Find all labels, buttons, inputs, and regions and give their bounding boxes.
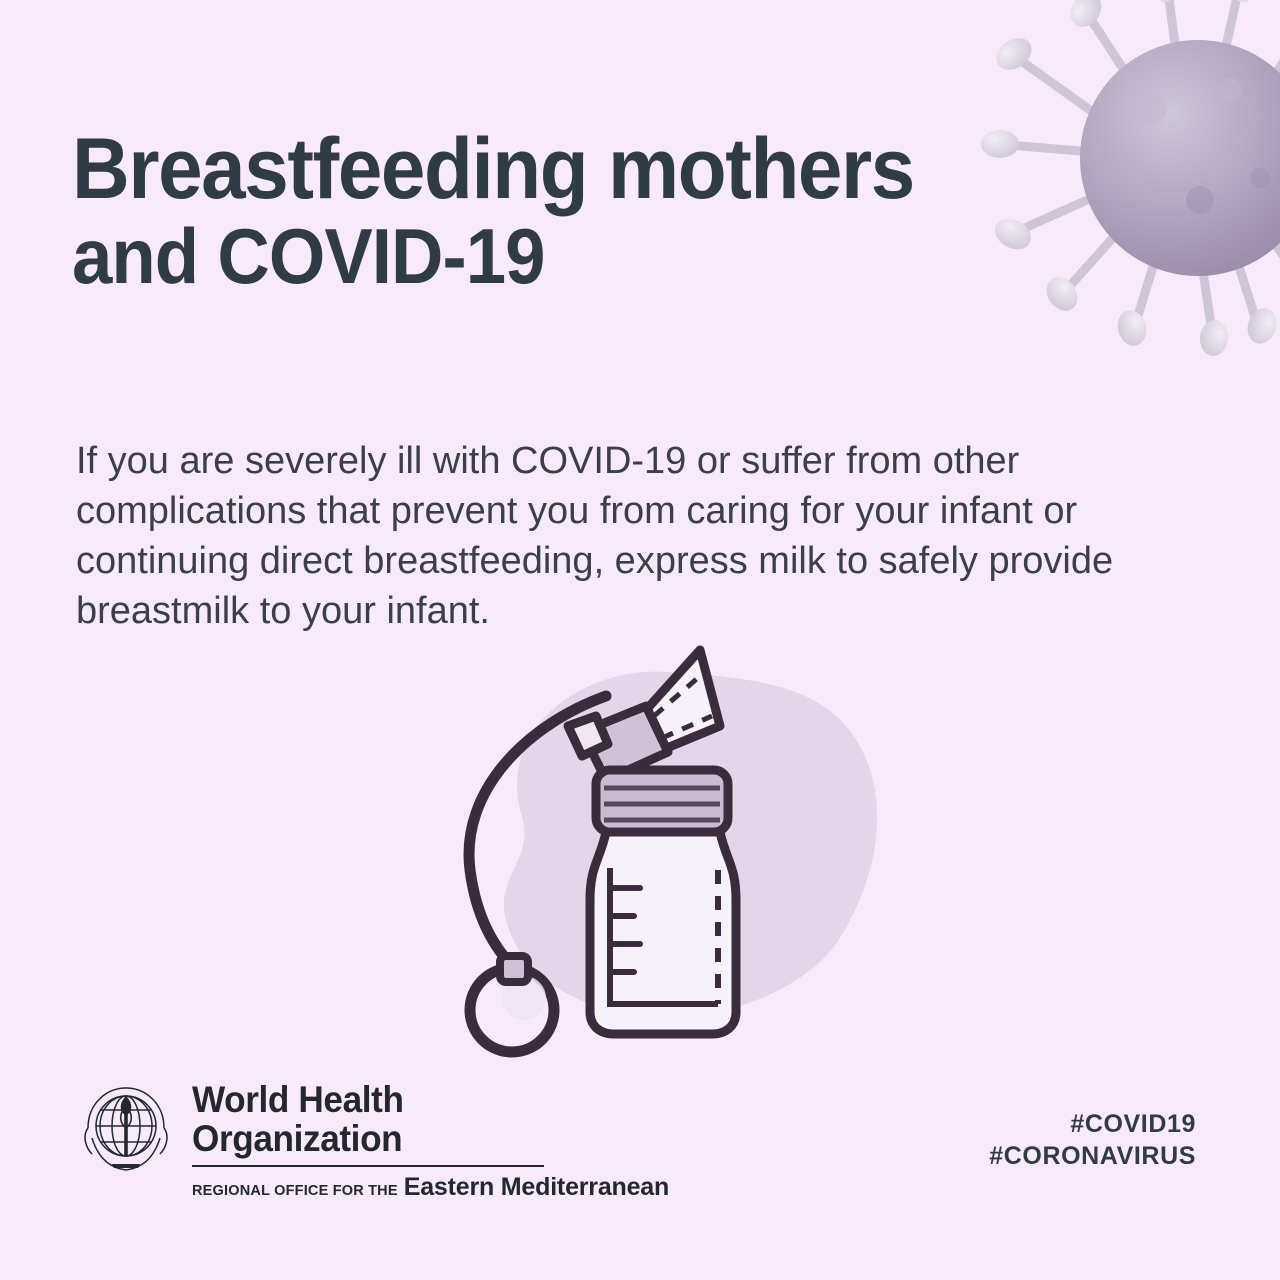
headline-line-1: Breastfeeding mothers xyxy=(72,121,914,218)
who-name-line-1: World Health xyxy=(192,1078,404,1120)
hashtag-coronavirus: #CORONAVIRUS xyxy=(989,1142,1196,1170)
page-title xyxy=(72,121,1122,301)
bottle-collar xyxy=(596,770,728,832)
breast-pump-and-bottle-illustration xyxy=(400,620,920,1060)
hashtag-covid19: #COVID19 xyxy=(1070,1110,1196,1138)
body-text: If you are severely ill with COVID-19 or suffer from other complications that prevent you from caring for your infant or continuing direct breastfeeding, express milk to safely provide breastmilk to your infant. xyxy=(76,440,1114,633)
who-region-line xyxy=(192,1173,669,1202)
who-name-line-2: Organization xyxy=(192,1117,403,1159)
who-logo xyxy=(74,1076,669,1202)
who-region-name: Eastern Mediterranean xyxy=(403,1173,670,1201)
who-emblem-icon xyxy=(74,1076,178,1180)
who-region-prefix: REGIONAL OFFICE FOR THE xyxy=(192,1183,398,1199)
headline-line-2: and COVID-19 xyxy=(72,212,545,301)
hashtag-block xyxy=(989,1108,1196,1172)
who-logo-divider xyxy=(192,1165,544,1167)
pump-handle-connector xyxy=(500,956,528,982)
